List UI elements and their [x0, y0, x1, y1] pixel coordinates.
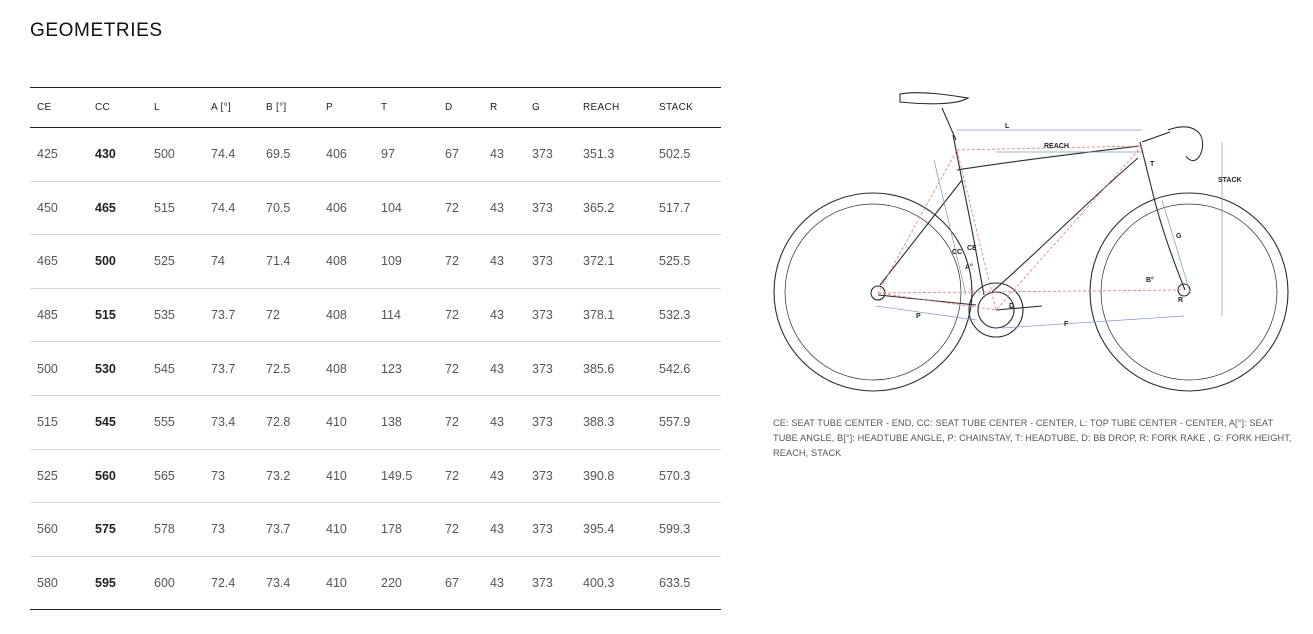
table-cell: 502.5 — [652, 128, 721, 182]
table-cell: 72 — [438, 181, 483, 235]
table-cell: 71.4 — [259, 235, 319, 289]
table-cell: 67 — [438, 556, 483, 610]
table-cell: 73 — [204, 503, 259, 557]
table-cell: 373 — [525, 449, 576, 503]
table-cell: 69.5 — [259, 128, 319, 182]
table-row — [30, 128, 721, 182]
crank-arm — [996, 306, 1042, 310]
table-cell: 72 — [438, 395, 483, 449]
diagram-legend: CE: SEAT TUBE CENTER - END, CC: SEAT TUBE CENTER - CENTER, L: TOP TUBE CENTER - CENTER, A[°]: SEAT TUBE ANGLE, B[°]: HEADTUBE ANGLE, P: CHAINSTAY, T: HEADTUBE, D: BB DROP, R: FORK RAKE , G: FORK HEIGHT, REACH, STACK — [773, 418, 1292, 458]
column-header: P — [319, 88, 374, 128]
label-f: F — [1064, 321, 1069, 328]
g-dimension-line — [1162, 200, 1190, 292]
table-row — [30, 503, 721, 557]
table-cell: 74.4 — [204, 181, 259, 235]
table-cell: 385.6 — [576, 342, 652, 396]
table-cell: 465 — [30, 235, 88, 289]
column-header: B [°] — [259, 88, 319, 128]
table-cell: 530 — [88, 342, 147, 396]
table-cell: 425 — [30, 128, 88, 182]
table-cell: 373 — [525, 128, 576, 182]
table-cell: 500 — [30, 342, 88, 396]
table-cell: 372.1 — [576, 235, 652, 289]
column-header: REACH — [576, 88, 652, 128]
table-cell: 400.3 — [576, 556, 652, 610]
table-cell: 545 — [88, 395, 147, 449]
table-cell: 114 — [374, 288, 438, 342]
table-cell: 599.3 — [652, 503, 721, 557]
table-cell: 138 — [374, 395, 438, 449]
saddle — [900, 93, 968, 104]
table-cell: 373 — [525, 556, 576, 610]
table-cell: 633.5 — [652, 556, 721, 610]
table-cell: 515 — [88, 288, 147, 342]
table-cell: 500 — [147, 128, 204, 182]
table-cell: 542.6 — [652, 342, 721, 396]
table-cell: 565 — [147, 449, 204, 503]
seatpost — [942, 108, 956, 140]
table-cell: 351.3 — [576, 128, 652, 182]
table-cell: 408 — [319, 288, 374, 342]
front-wheel-rim — [1101, 204, 1277, 380]
seat-tube — [953, 135, 984, 295]
table-cell: 578 — [147, 503, 204, 557]
table-cell: 73.7 — [204, 342, 259, 396]
table-header-row — [30, 88, 721, 128]
table-cell: 72.8 — [259, 395, 319, 449]
table-cell: 43 — [483, 395, 525, 449]
table-cell: 373 — [525, 395, 576, 449]
table-cell: 430 — [88, 128, 147, 182]
column-header: G — [525, 88, 576, 128]
label-a: A° — [965, 264, 973, 271]
table-cell: 178 — [374, 503, 438, 557]
table-cell: 600 — [147, 556, 204, 610]
table-cell: 410 — [319, 449, 374, 503]
table-cell: 580 — [30, 556, 88, 610]
table-cell: 575 — [88, 503, 147, 557]
table-cell: 373 — [525, 503, 576, 557]
table-cell: 515 — [30, 395, 88, 449]
column-header: STACK — [652, 88, 721, 128]
table-row — [30, 181, 721, 235]
table-cell: 123 — [374, 342, 438, 396]
table-cell: 43 — [483, 181, 525, 235]
table-cell: 104 — [374, 181, 438, 235]
table-cell: 73.4 — [259, 556, 319, 610]
table-cell: 408 — [319, 342, 374, 396]
table-cell: 410 — [319, 503, 374, 557]
table-cell: 525 — [147, 235, 204, 289]
table-cell: 485 — [30, 288, 88, 342]
table-cell: 73.7 — [259, 503, 319, 557]
rear-wheel — [774, 193, 972, 391]
table-cell: 595 — [88, 556, 147, 610]
table-cell: 373 — [525, 288, 576, 342]
label-g: G — [1176, 233, 1182, 240]
table-cell: 406 — [319, 128, 374, 182]
table-cell: 43 — [483, 449, 525, 503]
geometry-table — [30, 87, 721, 610]
table-cell: 43 — [483, 556, 525, 610]
label-d: D — [1009, 303, 1015, 310]
label-stack: STACK — [1218, 177, 1242, 184]
table-cell: 378.1 — [576, 288, 652, 342]
table-cell: 450 — [30, 181, 88, 235]
fork — [1154, 198, 1185, 290]
seat-stay — [880, 180, 962, 285]
table-row — [30, 449, 721, 503]
p-dimension-line — [876, 306, 976, 320]
table-cell: 73 — [204, 449, 259, 503]
table-cell: 43 — [483, 288, 525, 342]
table-cell: 560 — [30, 503, 88, 557]
label-cc: CC — [952, 249, 963, 256]
table-cell: 373 — [525, 342, 576, 396]
label-t: T — [1150, 161, 1155, 168]
rear-wheel-rim — [785, 204, 961, 380]
table-cell: 43 — [483, 503, 525, 557]
table-cell: 570.3 — [652, 449, 721, 503]
table-cell: 365.2 — [576, 181, 652, 235]
table-cell: 408 — [319, 235, 374, 289]
table-cell: 72 — [438, 503, 483, 557]
front-wheel — [1090, 193, 1288, 391]
table-cell: 410 — [319, 556, 374, 610]
table-cell: 72 — [438, 449, 483, 503]
bike-geometry-diagram — [770, 80, 1295, 405]
table-cell: 560 — [88, 449, 147, 503]
table-cell: 73.2 — [259, 449, 319, 503]
table-cell: 72 — [438, 342, 483, 396]
wheelbase-line — [878, 290, 1184, 293]
column-header: CC — [88, 88, 147, 128]
table-cell: 525.5 — [652, 235, 721, 289]
table-cell: 555 — [147, 395, 204, 449]
table-cell: 70.5 — [259, 181, 319, 235]
column-header: CE — [30, 88, 88, 128]
table-cell: 72 — [259, 288, 319, 342]
table-cell: 388.3 — [576, 395, 652, 449]
head-tube — [1140, 142, 1154, 198]
table-row — [30, 395, 721, 449]
column-header: A [°] — [204, 88, 259, 128]
stem — [1142, 132, 1170, 142]
table-row — [30, 235, 721, 289]
table-cell: 557.9 — [652, 395, 721, 449]
table-cell: 390.8 — [576, 449, 652, 503]
table-row — [30, 556, 721, 610]
table-cell: 72.5 — [259, 342, 319, 396]
label-reach: REACH — [1044, 143, 1069, 150]
table-cell: 72 — [438, 288, 483, 342]
table-cell: 72 — [438, 235, 483, 289]
chain-stay — [878, 295, 976, 305]
table-cell: 73.4 — [204, 395, 259, 449]
table-row — [30, 288, 721, 342]
table-cell: 373 — [525, 181, 576, 235]
table-cell: 535 — [147, 288, 204, 342]
table-cell: 373 — [525, 235, 576, 289]
table-cell: 72.4 — [204, 556, 259, 610]
table-cell: 517.7 — [652, 181, 721, 235]
table-cell: 545 — [147, 342, 204, 396]
table-cell: 406 — [319, 181, 374, 235]
column-header: R — [483, 88, 525, 128]
table-cell: 74 — [204, 235, 259, 289]
page-title: GEOMETRIES — [30, 20, 163, 41]
table-cell: 525 — [30, 449, 88, 503]
table-cell: 73.7 — [204, 288, 259, 342]
table-cell: 43 — [483, 128, 525, 182]
table-cell: 500 — [88, 235, 147, 289]
label-b: B° — [1146, 277, 1154, 284]
column-header: T — [374, 88, 438, 128]
label-r: R — [1178, 297, 1184, 304]
table-cell: 515 — [147, 181, 204, 235]
column-header: D — [438, 88, 483, 128]
table-cell: 149.5 — [374, 449, 438, 503]
table-cell: 109 — [374, 235, 438, 289]
table-cell: 43 — [483, 235, 525, 289]
label-p: P — [916, 313, 921, 320]
table-cell: 532.3 — [652, 288, 721, 342]
table-row — [30, 342, 721, 396]
handlebar — [1168, 127, 1203, 161]
column-header: L — [147, 88, 204, 128]
label-l: L — [1005, 123, 1010, 130]
table-cell: 465 — [88, 181, 147, 235]
table-cell: 220 — [374, 556, 438, 610]
table-cell: 74.4 — [204, 128, 259, 182]
table-cell: 97 — [374, 128, 438, 182]
table-cell: 395.4 — [576, 503, 652, 557]
table-cell: 67 — [438, 128, 483, 182]
table-cell: 43 — [483, 342, 525, 396]
label-ce: CE — [967, 245, 977, 252]
table-cell: 410 — [319, 395, 374, 449]
